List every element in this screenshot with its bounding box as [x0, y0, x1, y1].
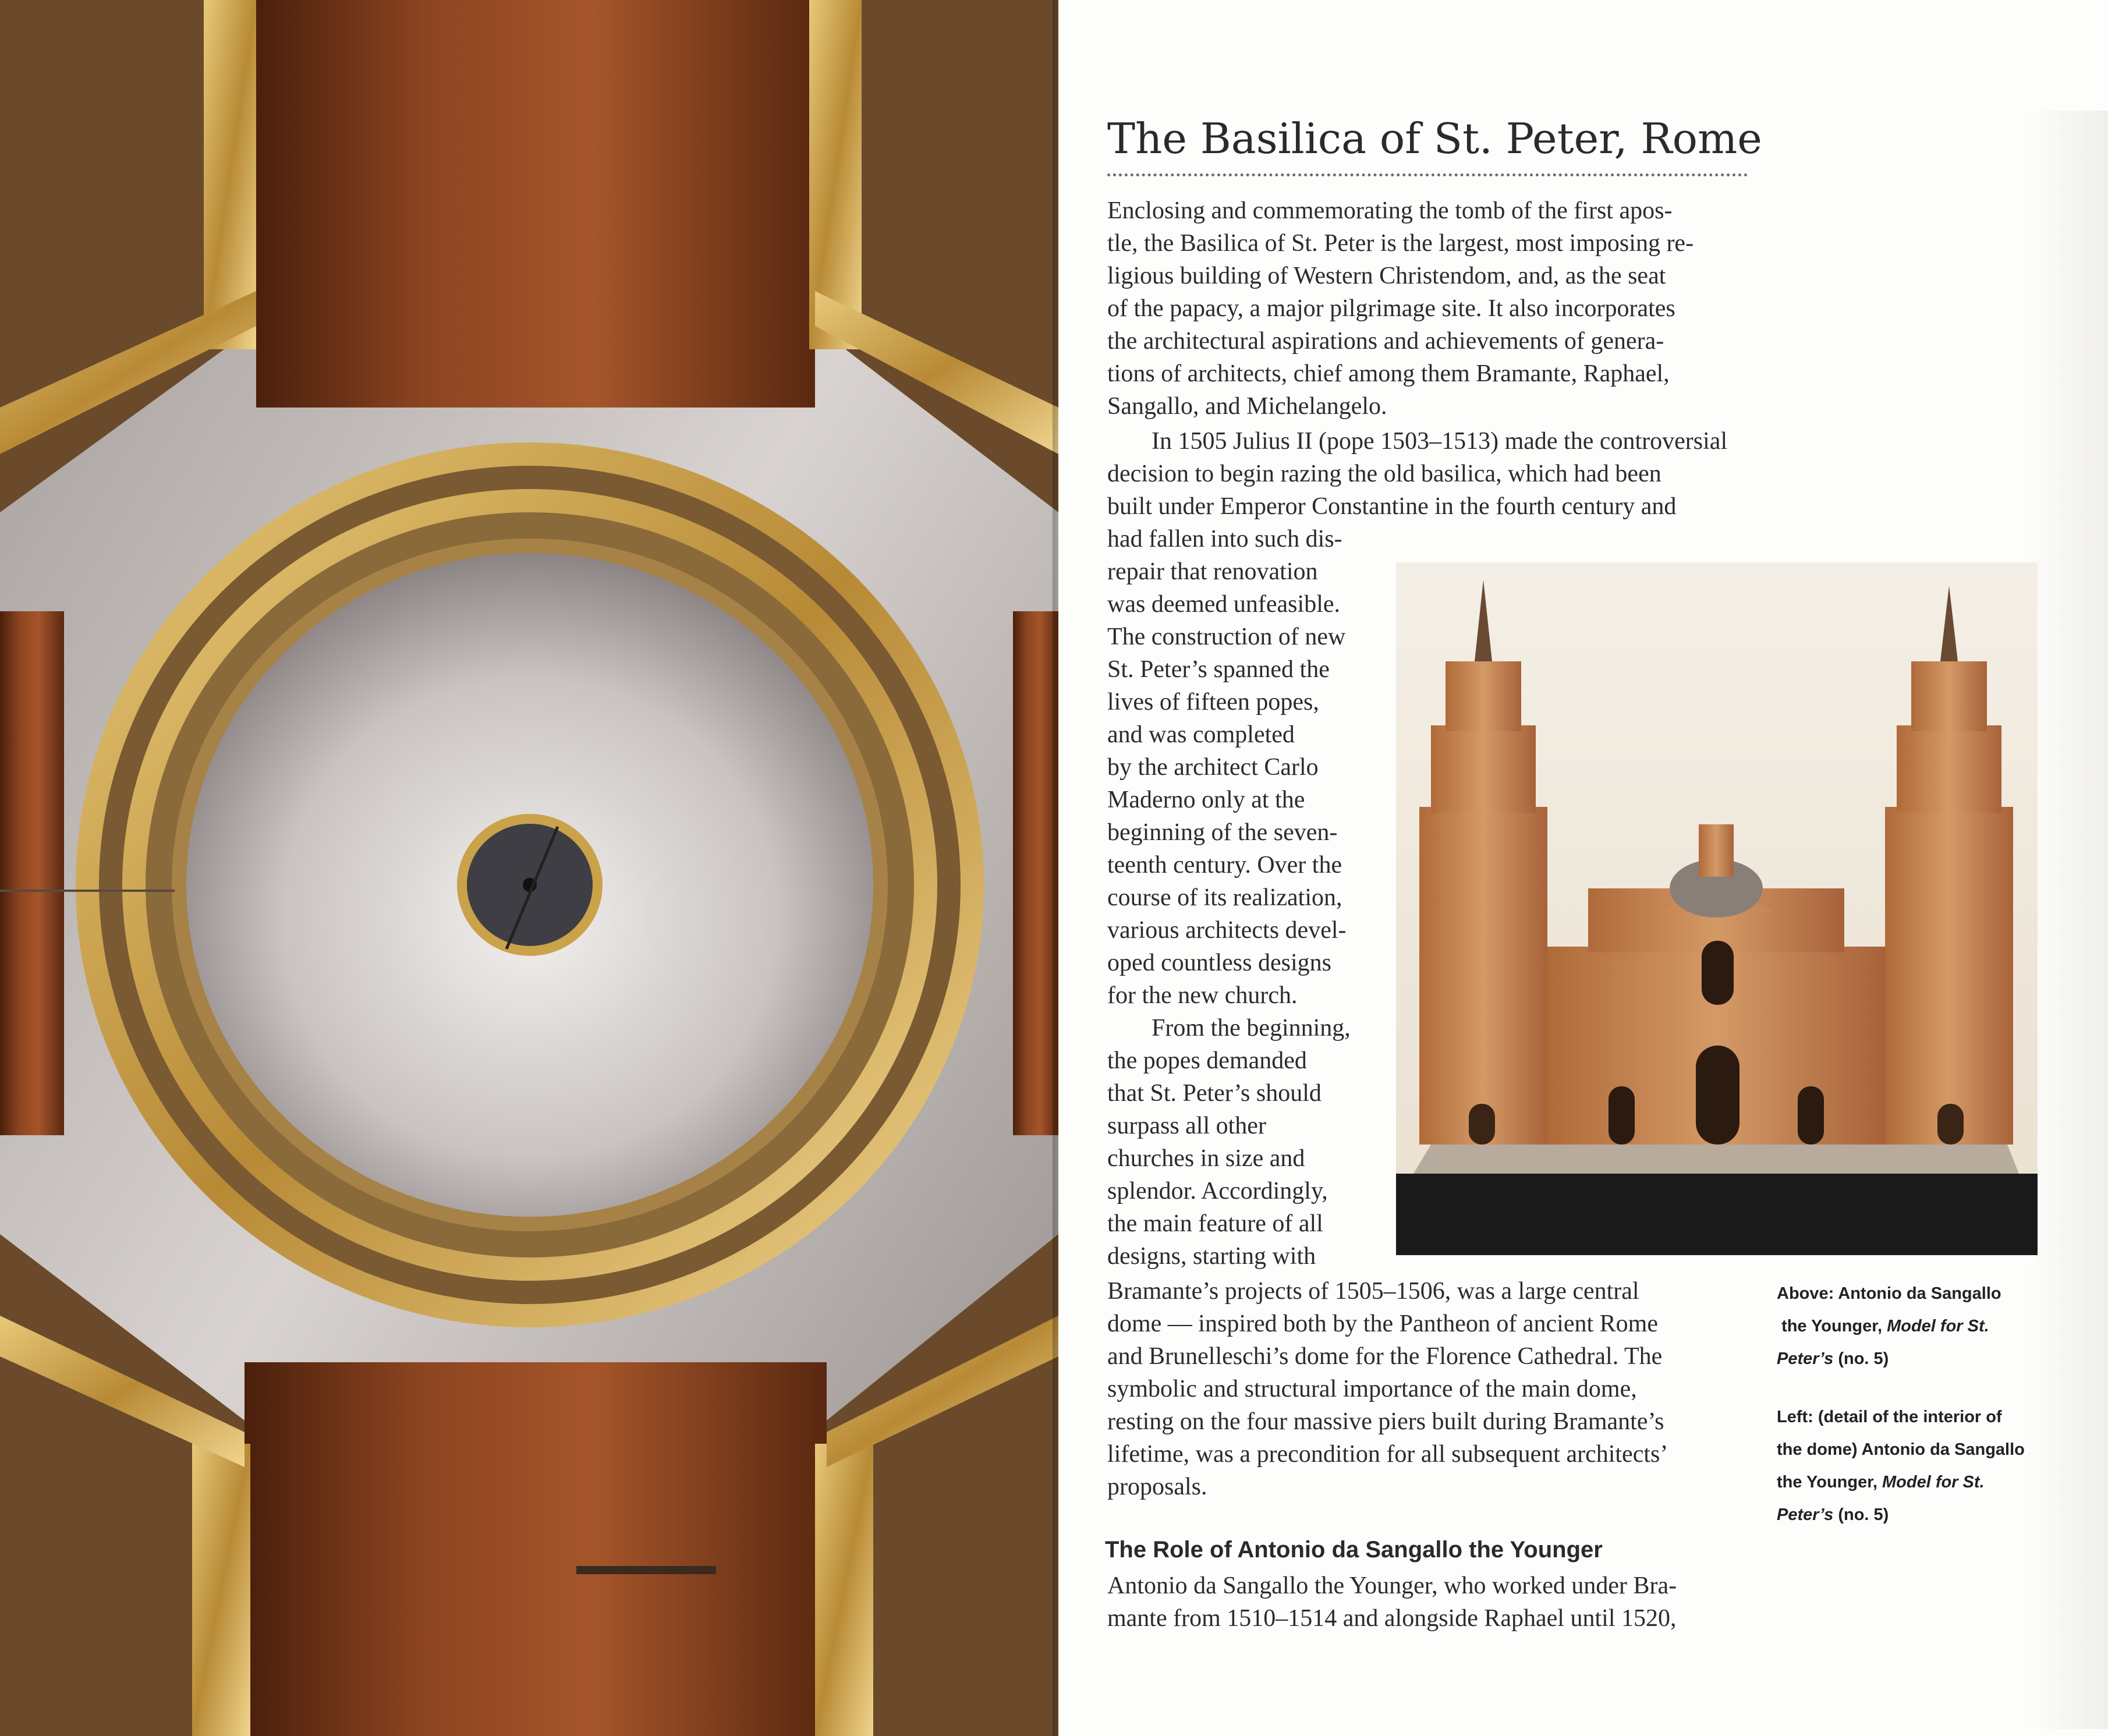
text-line: Enclosing and commemorating the tomb of the first apos- [1107, 197, 1673, 224]
caption-line: the dome) Antonio da Sangallo [1777, 1440, 2025, 1459]
paragraph-sangallo [1107, 1570, 1753, 1635]
text-line: and Brunelleschi’s dome for the Florence Cathedral. The [1107, 1343, 1663, 1370]
text-line: course of its realization, [1107, 884, 1342, 911]
text-line: Sangallo, and Michelangelo. [1107, 393, 1387, 420]
caption-text: the Younger, [1781, 1317, 1887, 1335]
text-line: Antonio da Sangallo the Younger, who worked under Bra- [1107, 1572, 1677, 1599]
caption-title: Peter’s [1777, 1505, 1834, 1524]
caption-text: the Younger, [1777, 1473, 1883, 1491]
text-line: surpass all other [1107, 1113, 1266, 1139]
text-line: resting on the four massive piers built during Bramante’s [1107, 1408, 1664, 1435]
text-line: beginning of the seven- [1107, 819, 1338, 846]
text-line: ligious building of Western Christendom, and, as the seat [1107, 263, 1666, 289]
title-dotted-rule [1107, 173, 1748, 176]
text-line: mante from 1510–1514 and alongside Raphael until 1520, [1107, 1605, 1677, 1632]
text-line: tle, the Basilica of St. Peter is the largest, most imposing re- [1107, 230, 1694, 257]
text-line: had fallen into such dis- [1107, 526, 1342, 552]
caption-text: (no. 5) [1833, 1349, 1889, 1368]
text-line: built under Emperor Constantine in the fourth century and [1107, 493, 1677, 520]
text-line: The construction of new [1107, 623, 1346, 650]
caption-title: Model for St. [1882, 1473, 1985, 1491]
text-line: for the new church. [1107, 982, 1298, 1009]
text-line: Maderno only at the [1107, 786, 1305, 813]
text-line: dome — inspired both by the Pantheon of ancient Rome [1107, 1310, 1658, 1337]
text-line: was deemed unfeasible. [1107, 591, 1341, 618]
text-line: Bramante’s projects of 1505–1506, was a large central [1107, 1278, 1639, 1305]
caption-line [1777, 1342, 2050, 1375]
text-line: churches in size and [1107, 1145, 1305, 1172]
paragraph-dome [1107, 1275, 1765, 1503]
text-line: repair that renovation [1107, 558, 1318, 585]
caption-line [1777, 1498, 2050, 1531]
text-line: lives of fifteen popes, [1107, 689, 1319, 715]
paragraph-razing [1107, 425, 1753, 523]
text-line: teenth century. Over the [1107, 852, 1342, 878]
caption-line [1777, 1466, 2050, 1498]
text-line: by the architect Carlo [1107, 754, 1319, 781]
text-line: the main feature of all [1107, 1210, 1323, 1237]
text-line: that St. Peter’s should [1107, 1080, 1322, 1107]
narrow-text-column [1107, 523, 1387, 1273]
caption-above [1777, 1277, 2050, 1375]
caption-line [1777, 1310, 2050, 1342]
caption-line: Left: (detail of the interior of [1777, 1408, 2002, 1426]
text-line: In 1505 Julius II (pope 1503–1513) made the controversial [1152, 428, 1728, 455]
text-line: symbolic and structural importance of the main dome, [1107, 1376, 1637, 1402]
text-line: From the beginning, [1152, 1015, 1351, 1041]
text-line: St. Peter’s spanned the [1107, 656, 1330, 683]
text-line: lifetime, was a precondition for all subsequent architects’ [1107, 1441, 1668, 1468]
text-line: designs, starting with [1107, 1243, 1316, 1270]
page-title: The Basilica of St. Peter, Rome [1107, 114, 1762, 163]
section-heading: The Role of Antonio da Sangallo the Younger [1105, 1537, 1603, 1563]
text-line: and was completed [1107, 721, 1295, 748]
basilica-model-photo [1396, 562, 2038, 1255]
text-line: the popes demanded [1107, 1047, 1307, 1074]
text-line: tions of architects, chief among them Bramante, Raphael, [1107, 360, 1670, 387]
caption-title: Peter’s [1777, 1349, 1834, 1368]
text-line: various architects devel- [1107, 917, 1347, 944]
text-line: of the papacy, a major pilgrimage site. It also incorporates [1107, 295, 1675, 322]
text-line: splendor. Accordingly, [1107, 1178, 1328, 1204]
text-line: oped countless designs [1107, 950, 1331, 976]
caption-title: Model for St. [1887, 1317, 1989, 1335]
text-line: the architectural aspirations and achievements of genera- [1107, 328, 1664, 355]
caption-text: (no. 5) [1833, 1505, 1889, 1524]
text-line: proposals. [1107, 1473, 1207, 1500]
caption-left [1777, 1401, 2050, 1531]
paragraph-intro [1107, 194, 1753, 423]
text-line: decision to begin razing the old basilica, which had been [1107, 460, 1661, 487]
caption-line: Above: Antonio da Sangallo [1777, 1284, 2001, 1303]
